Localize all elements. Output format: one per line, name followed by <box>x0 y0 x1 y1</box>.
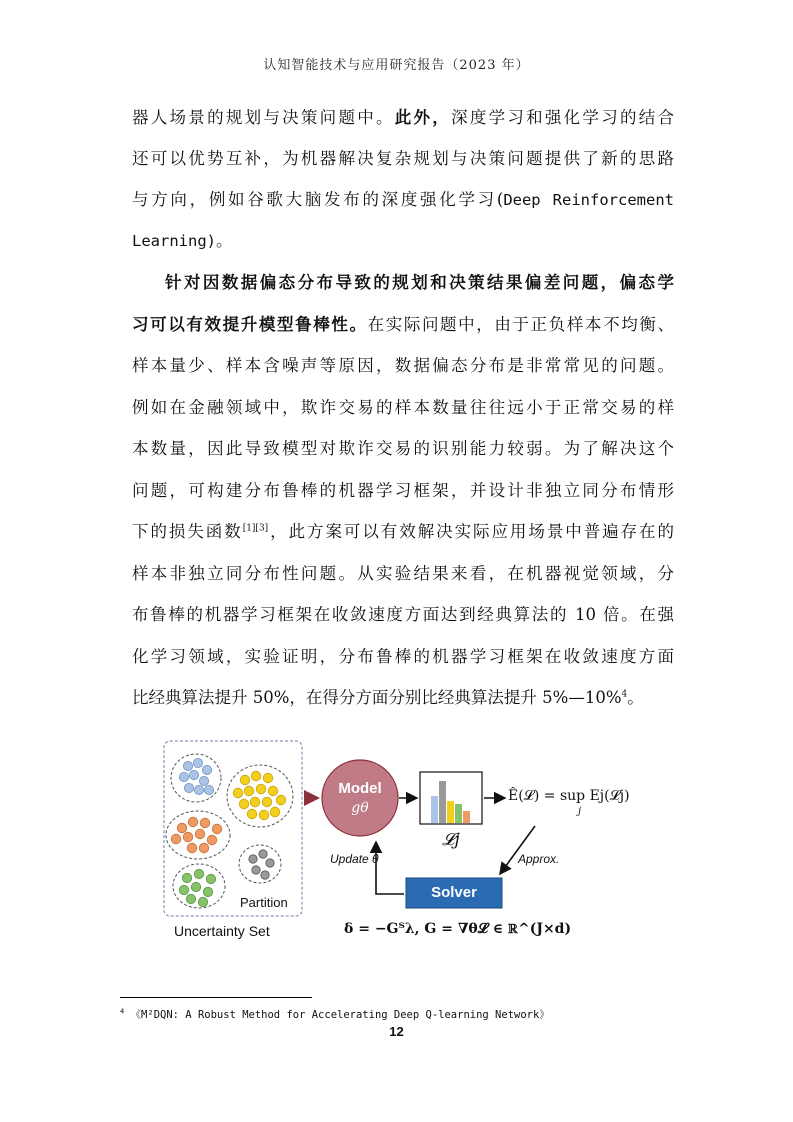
model-label: Model <box>338 780 382 797</box>
cluster-blue <box>171 754 221 802</box>
cluster-gray <box>239 845 281 883</box>
text: ，此方案可以有效解决实际应用场景中普遍存在的 <box>268 522 675 541</box>
figure-diagram <box>160 738 610 948</box>
update-label: Update θ <box>330 852 379 866</box>
update-formula: δ = −Gᵀλ, G = ∇θ𝓛 ∈ ℝ^(J×d) <box>344 921 572 937</box>
body-line-bold: 针对因数据偏态分布导致的规划和决策结果偏差问题，偏态学 <box>165 273 674 292</box>
body-line <box>132 229 674 253</box>
loss-histogram <box>420 772 482 824</box>
arrow-approx <box>500 826 535 874</box>
cluster-green <box>173 864 225 908</box>
cluster-yellow <box>227 765 293 827</box>
body-line: 例如在金融领域中，欺诈交易的样本数量往往远小于正常交易的样 <box>132 398 674 417</box>
emphasis-text: 此外， <box>394 108 452 127</box>
body-line: 本数量，因此导致模型对欺诈交易的识别能力较弱。为了解决这个 <box>132 439 674 458</box>
footnote-text: 《M²DQN: A Robust Method for Accelerating Deep Q-learning Network》 <box>130 1009 550 1021</box>
text: 。 <box>627 688 644 707</box>
text: 深度学习和强化学习的结合 <box>451 108 675 127</box>
body-line: 化学习领域，实验证明，分布鲁棒的机器学习框架在收敛速度方面 <box>132 647 674 666</box>
text: 在实际问题中，由于正负样本不均衡、 <box>367 315 675 334</box>
text: 与方向，例如谷歌大脑发布的深度强化学习( <box>132 190 504 209</box>
figure-dro-framework <box>160 738 630 948</box>
text: 器人场景的规划与决策问题中。 <box>132 108 395 127</box>
footnote-rule <box>120 997 312 998</box>
footnote-ref: 4 <box>621 689 628 700</box>
partition-label: Partition <box>240 895 288 910</box>
text: Learning) <box>132 232 216 250</box>
footnote <box>120 1007 550 1022</box>
footnote-marker: 4 <box>120 1007 125 1016</box>
uncertainty-set-label: Uncertainty Set <box>174 923 270 939</box>
text: 比经典算法提升 50%，在得分方面分别比经典算法提升 5%—10% <box>132 688 622 707</box>
model-node <box>322 760 398 836</box>
sup-subscript: j <box>578 806 582 817</box>
body-line <box>132 188 674 212</box>
citation-ref: [1][3] <box>242 523 269 534</box>
body-line: 样本量少、样本含噪声等原因，数据偏态分布是非常常见的问题。 <box>132 356 674 375</box>
text: 。 <box>216 231 233 250</box>
emphasis-text: 习可以有效提升模型鲁棒性。 <box>132 315 368 334</box>
text: Deep Reinforcement <box>503 191 674 209</box>
model-param: gθ <box>351 800 369 816</box>
text: 下的损失函数 <box>132 522 243 541</box>
body-line: 问题，可构建分布鲁棒的机器学习框架，并设计非独立同分布情形 <box>132 481 674 500</box>
body-line <box>132 106 674 130</box>
body-line: 布鲁棒的机器学习框架在收敛速度方面达到经典算法的 10 倍。在强 <box>132 605 674 624</box>
running-header: 认知智能技术与应用研究报告（2023 年） <box>263 58 530 73</box>
body-line: 还可以优势互补，为机器解决复杂规划与决策问题提供了新的思路 <box>132 149 674 168</box>
body-line: 样本非独立同分布性问题。从实验结果来看，在机器视觉领域，分 <box>132 564 674 583</box>
solver-label: Solver <box>431 884 477 901</box>
body-line <box>132 520 674 544</box>
page-number: 12 <box>389 1024 404 1039</box>
objective-formula: Ê(𝓛) = sup Ej(𝓛j) <box>508 788 630 804</box>
arrow-update <box>376 842 404 894</box>
loss-label: 𝓛j <box>442 830 460 850</box>
approx-label: Approx. <box>518 852 560 866</box>
body-line <box>132 313 674 337</box>
body-line <box>132 686 674 710</box>
cluster-orange <box>166 811 230 859</box>
